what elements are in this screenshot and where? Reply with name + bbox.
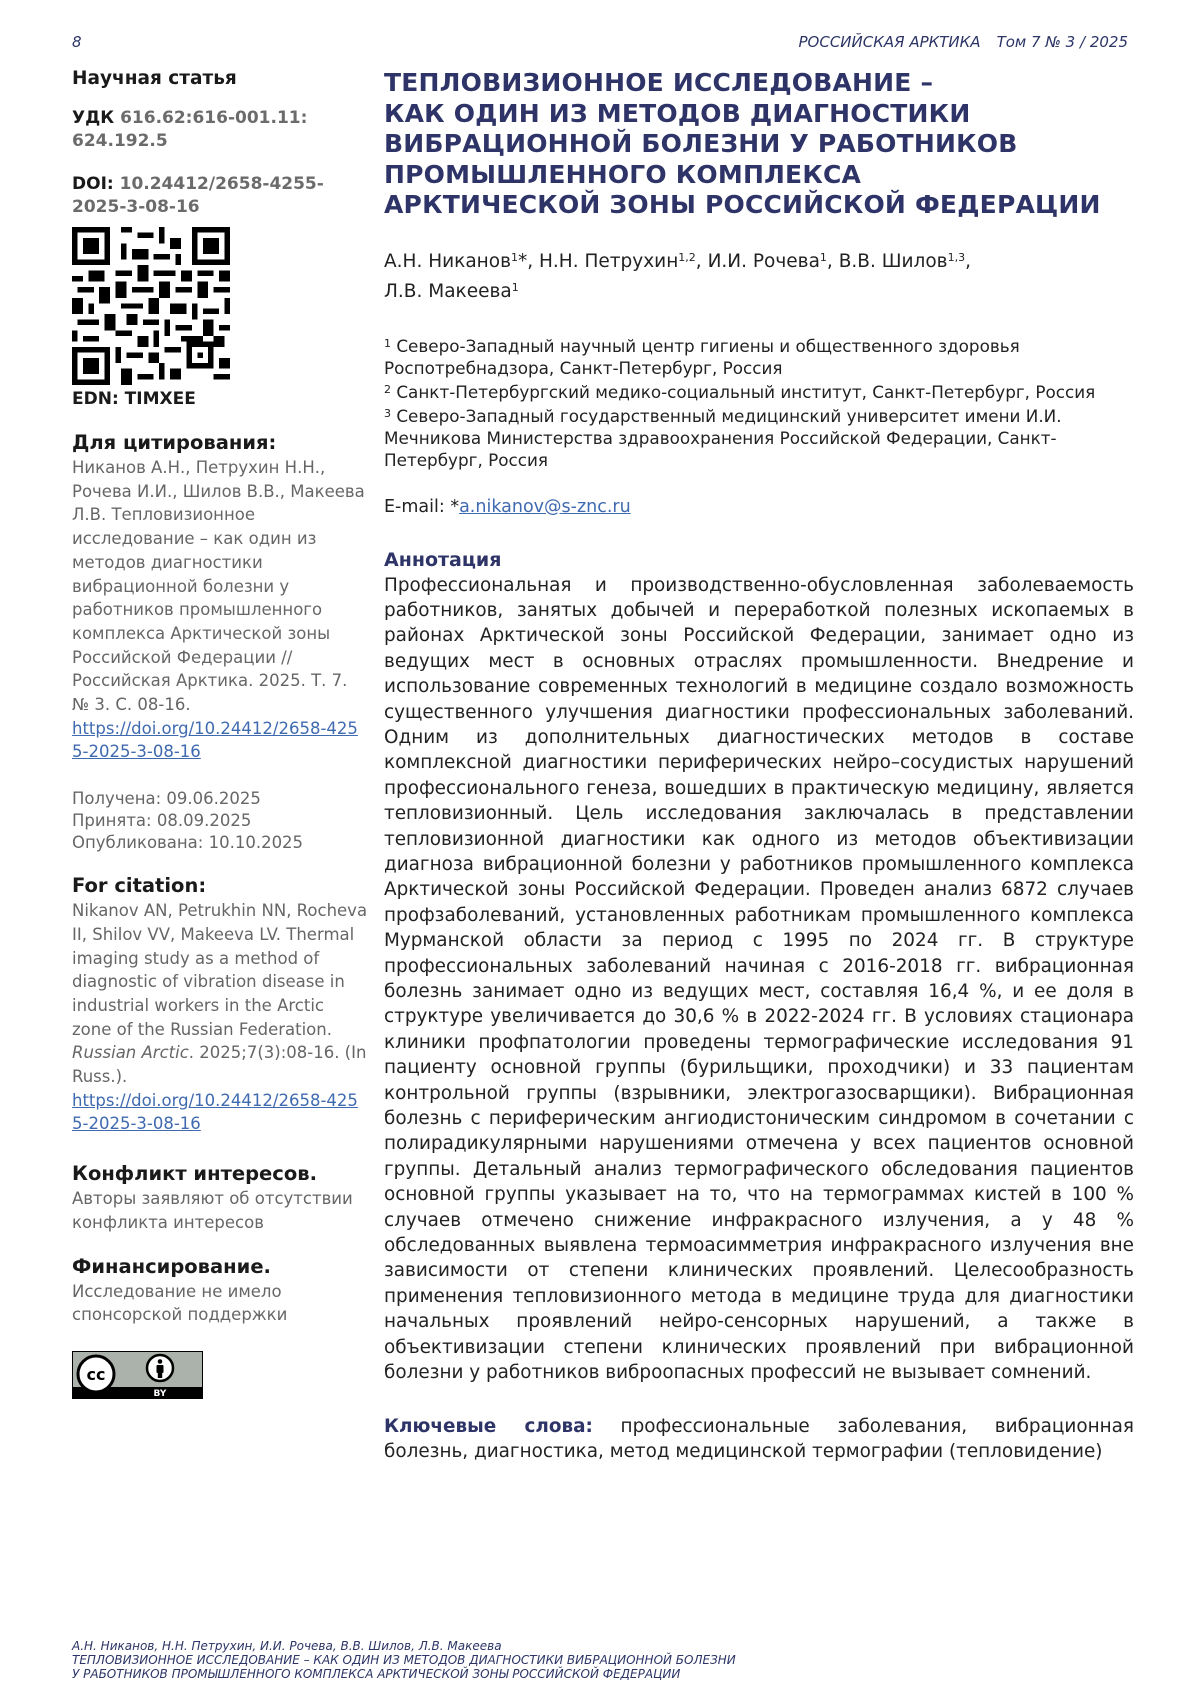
citation-ru-text: Никанов А.Н., Петрухин Н.Н., Рочева И.И., Шилов В.В., Макеева Л.В. Тепловизионное исследование – как один из методов диагностики вибрационной болезни у работников промышленного комплекса Арктической зоны Российской Федерации // Российская Арктика. 2025. Т. 7. № 3. С. 08-16. https://doi.org/10.24412/2658-4255-2025-3-08-16 — [72, 458, 365, 762]
udk-label: УДК — [72, 108, 115, 128]
page-footer: А.Н. Никанов, Н.Н. Петрухин, И.И. Рочева, В.В. Шилов, Л.В. Макеева ТЕПЛОВИЗИОННОЕ ИССЛЕДОВАНИЕ – КАК ОДИН ИЗ МЕТОДОВ ДИАГНОСТИКИ ВИБРАЦИОННОЙ БОЛЕЗНИ У РАБОТНИКОВ ПРОМЫШЛЕННОГО КОМПЛЕКСА АРКТИЧЕСКОЙ ЗОНЫ РОССИЙСКОЙ ФЕДЕРАЦИИ — [72, 1639, 736, 1681]
citation-en-link[interactable]: https://doi.org/10.24412/2658-4255-2025-3-08-16 — [72, 1090, 358, 1134]
article-type: Научная статья — [72, 68, 237, 89]
cc-by-license-icon[interactable] — [72, 1351, 203, 1399]
received-date: Получена: 09.06.2025 — [72, 789, 261, 809]
accepted-date: Принята: 08.09.2025 — [72, 811, 252, 831]
funding-text: Исследование не имело спонсорской поддержки — [72, 1281, 288, 1325]
keywords-text: профессиональные заболевания, вибрационная болезнь, диагностика, метод медицинской термографии (тепловидение) — [384, 1415, 1134, 1462]
page-number: 8 — [72, 33, 82, 51]
citation-en-heading: For citation: — [72, 874, 207, 898]
conflict-heading: Конфликт интересов. — [72, 1162, 317, 1186]
email-line: E-mail: *a.nikanov@s-znc.ru — [384, 496, 631, 517]
by-text: BY — [153, 1388, 167, 1399]
journal-name: РОССИЙСКАЯ АРКТИКА — [798, 33, 981, 51]
keywords-label: Ключевые слова: — [384, 1415, 593, 1437]
published-date: Опубликована: 10.10.2025 — [72, 833, 304, 853]
abstract-heading: Аннотация — [384, 548, 502, 571]
doi-value: 10.24412/2658-4255-2025-3-08-16 — [72, 174, 324, 217]
dates — [72, 788, 368, 854]
keywords — [384, 1414, 1134, 1465]
affiliations — [384, 333, 1134, 471]
citation-ru-link[interactable]: https://doi.org/10.24412/2658-4255-2025-3-08-16 — [72, 718, 358, 762]
author: И.И. Рочева$^1$, — [707, 250, 839, 272]
authors — [384, 245, 1134, 305]
running-header — [799, 33, 1129, 51]
author: Л.В. Макеева$^1$ — [384, 280, 519, 302]
conflict-text: Авторы заявляют об отсутствии конфликта интересов — [72, 1189, 353, 1232]
udk-value: 616.62:616-001.11: 624.192.5 — [72, 108, 308, 151]
author: Н.Н. Петрухин$^{1,2}$, — [539, 250, 708, 272]
affiliation: $^2$ Санкт-Петербургский медико-социальный институт, Санкт-Петербург, Россия — [384, 381, 1096, 402]
qr-code[interactable] — [72, 227, 230, 385]
issue-info: Том 7 № 3 / 2025 — [996, 33, 1128, 51]
edn: EDN: TIMXEE — [72, 389, 196, 409]
main-column — [384, 68, 1134, 1483]
citation-ru-heading: Для цитирования: — [72, 431, 277, 454]
email-link[interactable]: a.nikanov@s-znc.ru — [459, 496, 631, 517]
article-title: ТЕПЛОВИЗИОННОЕ ИССЛЕДОВАНИЕ – КАК ОДИН ИЗ МЕТОДОВ ДИАГНОСТИКИ ВИБРАЦИОННОЙ БОЛЕЗНИ У РАБОТНИКОВ ПРОМЫШЛЕННОГО КОМПЛЕКСА АРКТИЧЕСКОЙ ЗОНЫ РОССИЙСКОЙ ФЕДЕРАЦИИ — [384, 68, 1101, 219]
affiliation: $^1$ Северо-Западный научный центр гигиены и общественного здоровья Роспотребнадзора, Санкт-Петербург, Россия — [384, 335, 1020, 378]
citation-en-journal: Russian Arctic — [72, 1043, 189, 1063]
doi-label: DOI: — [72, 174, 114, 194]
abstract-text: Профессиональная и производственно-обусловленная заболеваемость работников, занятых добычей и переработкой полезных ископаемых в районах Арктической зоны Российской Федерации, занимает одно из ведущих мест в основных отраслях промышленности. Внедрение и использование современных технологий в медицине создало возможность существенного улучшения диагностики профессиональных заболеваний. Одним из дополнительных диагностических методов в составе комплексной диагностики периферических нейро–сосудистых нарушений профессионального генеза, вошедших в практическую медицину, является тепловизионный. Цель исследования заключалась в представлении тепловизионной диагностики как одного из методов объективизации диагноза вибрационной болезни у работников промышленного комплекса Арктической зоны Российской Федерации. Проведен анализ 6872 случаев профзаболеваний, установленных работникам промышленного комплекса Мурманской области за период с 1995 по 2024 гг. В структуре профессиональных заболеваний начиная с 2016-2018 гг. вибрационная болезнь занимает одно из ведущих мест, составляя 16,4 %, и ее доля в структуре увеличивается до 30,6 % в 2022-2024 гг. В условиях стационара клиники профпатологии проведены термографические исследования 91 пациенту основной группы (бурильщики, проходчики) и 33 пациентам контрольной группы (взрывники, электрогазосварщики). Вибрационная болезнь с периферическим ангиодистоническим синдромом в сочетании с полирадикулярными нарушениями отмечена у всех пациентов основной группы. Детальный анализ термографического обследования пациентов основной группы указывает на то, что на термограммах кистей в 100 % случаев отмечено снижение инфракрасного излучения, а у 48 % обследованных выявлена термоасимметрия инфракрасного излучения вне зависимости от степени клинических проявлений. Целесообразность применения тепловизионного метода в медицине труда для диагностики начальных проявлений нейро-сенсорных нарушений, а также в объективизации степени клинических проявлений при вибрационной болезни у работников виброопасных профессий не вызывает сомнений. — [384, 574, 1134, 1384]
cc-text: cc — [86, 1364, 106, 1384]
doi — [72, 173, 368, 219]
sidebar — [72, 68, 368, 1399]
author: А.Н. Никанов$^1$*, — [384, 250, 539, 272]
funding-heading: Финансирование. — [72, 1254, 271, 1278]
udk — [72, 107, 368, 153]
author: В.В. Шилов$^{1,3}$, — [838, 250, 971, 272]
citation-en-text: Nikanov AN, Petrukhin NN, Rocheva II, Shilov VV, Makeeva LV. Thermal imaging study as a method of diagnostic of vibration disease in industrial workers in the Arctic zone of the Russian Federation. Russian Arctic. 2025;7(3):08-16. (In Russ.). https://doi.org/10.24412/2658-4255-2025-3-08-16 — [72, 901, 368, 1134]
affiliation: $^3$ Северо-Западный государственный медицинский университет имени И.И. Мечникова Министерства здравоохранения Российской Федерации, Санкт-Петербург, Россия — [384, 405, 1062, 470]
